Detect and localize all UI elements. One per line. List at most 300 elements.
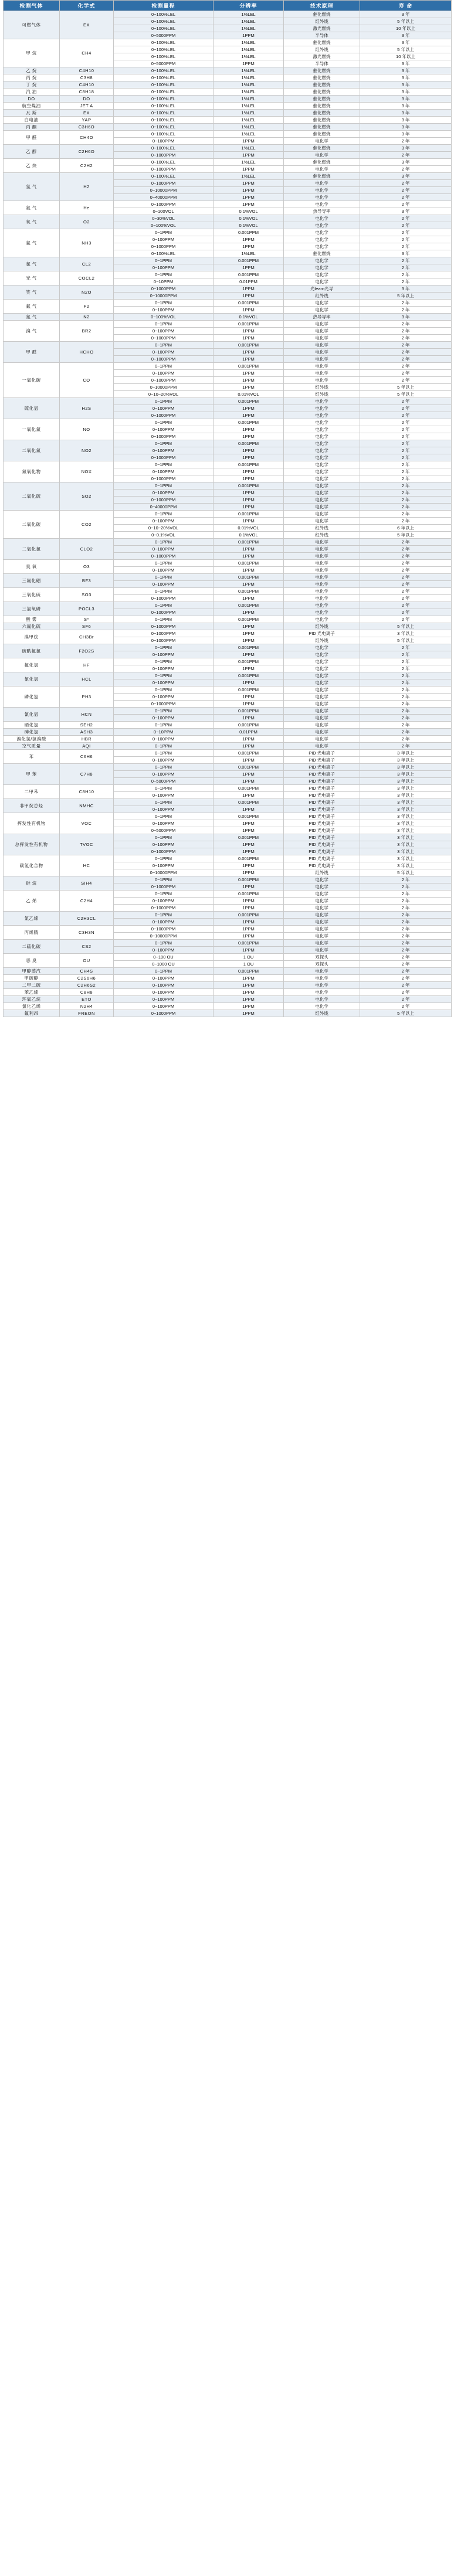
- lifetime-cell: 2 年: [360, 933, 452, 940]
- gas-name-cell: 二甲二硫: [4, 982, 60, 989]
- resolution-cell: 0.001PPM: [214, 419, 284, 426]
- lifetime-cell: 3 年: [360, 314, 452, 321]
- lifetime-cell: 2 年: [360, 989, 452, 996]
- technology-cell: 电化学: [284, 405, 360, 412]
- range-cell: 0~100%LEL: [114, 67, 214, 74]
- lifetime-cell: 2 年: [360, 518, 452, 525]
- technology-cell: 电化学: [284, 708, 360, 715]
- resolution-cell: 0.001PPM: [214, 813, 284, 820]
- technology-cell: 催化燃烧: [284, 124, 360, 131]
- resolution-cell: 1PPM: [214, 778, 284, 785]
- lifetime-cell: 2 年: [360, 694, 452, 701]
- gas-name-cell: 一氧化碳: [4, 363, 60, 398]
- technology-cell: 电化学: [284, 1003, 360, 1010]
- range-cell: 0~1PPM: [114, 968, 214, 975]
- range-cell: 0~1000PPM: [114, 166, 214, 173]
- range-cell: 0~1PPM: [114, 658, 214, 665]
- range-cell: 0~1PPM: [114, 229, 214, 236]
- range-cell: 0~100PPM: [114, 490, 214, 497]
- resolution-cell: 0.001PPM: [214, 876, 284, 883]
- range-cell: 0~100PPM: [114, 1003, 214, 1010]
- table-row: [4, 286, 452, 293]
- technology-cell: 催化燃烧: [284, 103, 360, 110]
- table-row: [4, 813, 452, 820]
- resolution-cell: 1PPM: [214, 757, 284, 764]
- formula-cell: SIH4: [60, 876, 114, 891]
- resolution-cell: 1%LEL: [214, 74, 284, 81]
- technology-cell: 红外线: [284, 384, 360, 391]
- range-cell: 0~1000PPM: [114, 701, 214, 708]
- technology-cell: 半导体: [284, 32, 360, 39]
- range-cell: 0~1PPM: [114, 672, 214, 679]
- resolution-cell: 0.001PPM: [214, 891, 284, 898]
- resolution-cell: 0.001PPM: [214, 764, 284, 771]
- table-row: [4, 215, 452, 222]
- formula-cell: C8H18: [60, 89, 114, 96]
- lifetime-cell: 2 年: [360, 961, 452, 968]
- range-cell: 0~100PPM: [114, 806, 214, 813]
- resolution-cell: 1PPM: [214, 862, 284, 869]
- range-cell: 0~1000PPM: [114, 630, 214, 637]
- resolution-cell: 1PPM: [214, 715, 284, 722]
- gas-name-cell: 氟化氢: [4, 658, 60, 672]
- header-resolution: 分辨率: [214, 1, 284, 11]
- table-row: [4, 672, 452, 679]
- header-range: 检测量程: [114, 1, 214, 11]
- lifetime-cell: 3 年以上: [360, 834, 452, 841]
- lifetime-cell: 3 年以上: [360, 827, 452, 834]
- formula-cell: C2H6O: [60, 145, 114, 159]
- range-cell: 0~1PPM: [114, 743, 214, 750]
- table-row: [4, 968, 452, 975]
- resolution-cell: 0.001PPM: [214, 588, 284, 595]
- resolution-cell: 1PPM: [214, 665, 284, 672]
- technology-cell: PID 光电离子: [284, 827, 360, 834]
- technology-cell: 电化学: [284, 743, 360, 750]
- resolution-cell: 0.001PPM: [214, 539, 284, 546]
- resolution-cell: 1PPM: [214, 60, 284, 67]
- range-cell: 0~100PPM: [114, 518, 214, 525]
- lifetime-cell: 2 年: [360, 595, 452, 602]
- technology-cell: 电化学: [284, 729, 360, 736]
- technology-cell: 电化学: [284, 412, 360, 419]
- technology-cell: 电化学: [284, 363, 360, 370]
- table-row: [4, 419, 452, 426]
- gas-name-cell: 硫化氢: [4, 398, 60, 419]
- range-cell: 0~100PPM: [114, 264, 214, 271]
- lifetime-cell: 3 年以上: [360, 757, 452, 764]
- technology-cell: 电化学: [284, 679, 360, 687]
- technology-cell: 电化学: [284, 687, 360, 694]
- range-cell: 0~30%VOL: [114, 215, 214, 222]
- formula-cell: HBR: [60, 736, 114, 743]
- range-cell: 0~100PPM: [114, 328, 214, 335]
- technology-cell: 热导导率: [284, 314, 360, 321]
- gas-name-cell: 氰化氢: [4, 708, 60, 722]
- technology-cell: 电化学: [284, 595, 360, 602]
- lifetime-cell: 10 年以上: [360, 25, 452, 32]
- range-cell: 0~1PPM: [114, 708, 214, 715]
- gas-name-cell: 总挥发性有机物: [4, 834, 60, 855]
- resolution-cell: 1PPM: [214, 651, 284, 658]
- range-cell: 0~100PPM: [114, 996, 214, 1003]
- lifetime-cell: 2 年: [360, 982, 452, 989]
- technology-cell: 红外线: [284, 18, 360, 25]
- technology-cell: 电化学: [284, 490, 360, 497]
- technology-cell: 催化燃烧: [284, 117, 360, 124]
- lifetime-cell: 3 年以上: [360, 785, 452, 792]
- resolution-cell: 0.001PPM: [214, 461, 284, 468]
- technology-cell: 电化学: [284, 511, 360, 518]
- technology-cell: 电化学: [284, 138, 360, 145]
- gas-name-cell: 碳氢化合物: [4, 855, 60, 876]
- resolution-cell: 0.001PPM: [214, 482, 284, 490]
- resolution-cell: 1PPM: [214, 982, 284, 989]
- formula-cell: C8H10: [60, 785, 114, 799]
- technology-cell: PID 光电离子: [284, 799, 360, 806]
- resolution-cell: 1PPM: [214, 975, 284, 982]
- lifetime-cell: 2 年: [360, 708, 452, 715]
- technology-cell: 电化学: [284, 546, 360, 553]
- resolution-cell: 1PPM: [214, 405, 284, 412]
- resolution-cell: 1PPM: [214, 919, 284, 926]
- lifetime-cell: 5 年以上: [360, 384, 452, 391]
- resolution-cell: 1%LEL: [214, 250, 284, 257]
- technology-cell: 电化学: [284, 701, 360, 708]
- lifetime-cell: 3 年以上: [360, 841, 452, 848]
- lifetime-cell: 2 年: [360, 433, 452, 440]
- table-row: [4, 314, 452, 321]
- range-cell: 0~1PPM: [114, 342, 214, 349]
- resolution-cell: 0.01PPM: [214, 278, 284, 286]
- resolution-cell: 0.001PPM: [214, 708, 284, 715]
- table-row: [4, 975, 452, 982]
- technology-cell: 电化学: [284, 560, 360, 567]
- lifetime-cell: 2 年: [360, 138, 452, 145]
- formula-cell: N2H4: [60, 1003, 114, 1010]
- range-cell: 0~100%LEL: [114, 89, 214, 96]
- resolution-cell: 0.001PPM: [214, 271, 284, 278]
- table-row: [4, 363, 452, 370]
- technology-cell: 电化学: [284, 257, 360, 264]
- gas-name-cell: 三氟化硼: [4, 574, 60, 588]
- technology-cell: 电化学: [284, 278, 360, 286]
- formula-cell: C3H3N: [60, 926, 114, 940]
- formula-cell: F2O2S: [60, 644, 114, 658]
- resolution-cell: 1PPM: [214, 1010, 284, 1017]
- technology-cell: PID 光电离子: [284, 757, 360, 764]
- lifetime-cell: 3 年: [360, 173, 452, 180]
- table-row: [4, 996, 452, 1003]
- lifetime-cell: 2 年: [360, 954, 452, 961]
- resolution-cell: 1%LEL: [214, 25, 284, 32]
- formula-cell: CH4S: [60, 968, 114, 975]
- technology-cell: PID 光电离子: [284, 841, 360, 848]
- formula-cell: SEH2: [60, 722, 114, 729]
- technology-cell: 电化学: [284, 236, 360, 243]
- formula-cell: S*: [60, 616, 114, 623]
- lifetime-cell: 2 年: [360, 539, 452, 546]
- table-row: [4, 96, 452, 103]
- technology-cell: 电化学: [284, 419, 360, 426]
- table-row: [4, 729, 452, 736]
- formula-cell: O2: [60, 215, 114, 229]
- technology-cell: 电化学: [284, 989, 360, 996]
- gas-name-cell: 六氟化硫: [4, 623, 60, 630]
- range-cell: 0~1PPM: [114, 876, 214, 883]
- resolution-cell: 0.001PPM: [214, 799, 284, 806]
- table-row: [4, 229, 452, 236]
- range-cell: 0~10PPM: [114, 729, 214, 736]
- range-cell: 0~100PPM: [114, 841, 214, 848]
- technology-cell: 电化学: [284, 609, 360, 616]
- table-row: [4, 764, 452, 771]
- technology-cell: 红外线: [284, 46, 360, 53]
- table-row: [4, 67, 452, 74]
- resolution-cell: 0.1%VOL: [214, 208, 284, 215]
- range-cell: 0~1000PPM: [114, 497, 214, 504]
- table-row: [4, 271, 452, 278]
- range-cell: 0~100PPM: [114, 567, 214, 574]
- resolution-cell: 0.1%VOL: [214, 532, 284, 539]
- formula-cell: C3H6O: [60, 124, 114, 131]
- gas-name-cell: 氮氧化物: [4, 461, 60, 482]
- formula-cell: TVOC: [60, 834, 114, 855]
- resolution-cell: 0.1%VOL: [214, 222, 284, 229]
- table-row: [4, 708, 452, 715]
- gas-name-cell: 硫酰氟氯: [4, 644, 60, 658]
- formula-cell: AQI: [60, 743, 114, 750]
- gas-name-cell: 一氧化氮: [4, 419, 60, 440]
- technology-cell: 双探头: [284, 954, 360, 961]
- technology-cell: 催化燃烧: [284, 131, 360, 138]
- gas-name-cell: 氦 气: [4, 201, 60, 215]
- lifetime-cell: 2 年: [360, 905, 452, 912]
- table-row: [4, 398, 452, 405]
- resolution-cell: 1%LEL: [214, 11, 284, 18]
- resolution-cell: 1PPM: [214, 447, 284, 454]
- technology-cell: 红外线: [284, 391, 360, 398]
- lifetime-cell: 5 年以上: [360, 18, 452, 25]
- resolution-cell: 1 OU: [214, 961, 284, 968]
- resolution-cell: 1PPM: [214, 356, 284, 363]
- technology-cell: 电化学: [284, 736, 360, 743]
- table-row: [4, 989, 452, 996]
- range-cell: 0~1PPM: [114, 855, 214, 862]
- range-cell: 0~100PPM: [114, 947, 214, 954]
- resolution-cell: 1PPM: [214, 567, 284, 574]
- range-cell: 0~1000PPM: [114, 637, 214, 644]
- gas-name-cell: 空气质量: [4, 743, 60, 750]
- lifetime-cell: 2 年: [360, 574, 452, 581]
- formula-cell: C6H6: [60, 750, 114, 764]
- range-cell: 0~1000PPM: [114, 623, 214, 630]
- technology-cell: 电化学: [284, 461, 360, 468]
- resolution-cell: 1%LEL: [214, 145, 284, 152]
- technology-cell: 电化学: [284, 398, 360, 405]
- lifetime-cell: 2 年: [360, 729, 452, 736]
- lifetime-cell: 3 年: [360, 131, 452, 138]
- formula-cell: SO2: [60, 482, 114, 511]
- formula-cell: N2O: [60, 286, 114, 300]
- formula-cell: CO: [60, 363, 114, 398]
- lifetime-cell: 3 年以上: [360, 778, 452, 785]
- range-cell: 0~1PPM: [114, 440, 214, 447]
- lifetime-cell: 2 年: [360, 257, 452, 264]
- table-row: [4, 74, 452, 81]
- resolution-cell: 1PPM: [214, 152, 284, 159]
- technology-cell: 电化学: [284, 883, 360, 891]
- resolution-cell: 1PPM: [214, 377, 284, 384]
- range-cell: 0~1000PPM: [114, 286, 214, 293]
- lifetime-cell: 2 年: [360, 215, 452, 222]
- range-cell: 0~100%VOL: [114, 314, 214, 321]
- lifetime-cell: 2 年: [360, 504, 452, 511]
- lifetime-cell: 2 年: [360, 180, 452, 187]
- resolution-cell: 1PPM: [214, 989, 284, 996]
- resolution-cell: 0.001PPM: [214, 363, 284, 370]
- range-cell: 0~1000PPM: [114, 595, 214, 602]
- resolution-cell: 1PPM: [214, 792, 284, 799]
- table-row: [4, 834, 452, 841]
- gas-name-cell: DO: [4, 96, 60, 103]
- lifetime-cell: 2 年: [360, 644, 452, 651]
- table-row: [4, 630, 452, 637]
- lifetime-cell: 2 年: [360, 546, 452, 553]
- table-row: [4, 342, 452, 349]
- table-row: [4, 954, 452, 961]
- lifetime-cell: 2 年: [360, 447, 452, 454]
- lifetime-cell: 2 年: [360, 736, 452, 743]
- technology-cell: 电化学: [284, 243, 360, 250]
- range-cell: 0~100PPM: [114, 546, 214, 553]
- technology-cell: 电化学: [284, 497, 360, 504]
- table-row: [4, 11, 452, 18]
- lifetime-cell: 3 年以上: [360, 820, 452, 827]
- range-cell: 0~100PPM: [114, 898, 214, 905]
- lifetime-cell: 3 年以上: [360, 799, 452, 806]
- resolution-cell: 1PPM: [214, 426, 284, 433]
- gas-name-cell: 乙 烯: [4, 891, 60, 912]
- resolution-cell: 1PPM: [214, 504, 284, 511]
- gas-name-cell: 二硫化碳: [4, 940, 60, 954]
- resolution-cell: 1%LEL: [214, 18, 284, 25]
- lifetime-cell: 2 年: [360, 187, 452, 194]
- resolution-cell: 1PPM: [214, 848, 284, 855]
- technology-cell: PID 光电离子: [284, 806, 360, 813]
- technology-cell: 电化学: [284, 370, 360, 377]
- range-cell: 0~100PPM: [114, 757, 214, 764]
- lifetime-cell: 2 年: [360, 658, 452, 665]
- technology-cell: 催化燃烧: [284, 11, 360, 18]
- lifetime-cell: 2 年: [360, 152, 452, 159]
- lifetime-cell: 3 年: [360, 74, 452, 81]
- resolution-cell: 1 OU: [214, 954, 284, 961]
- resolution-cell: 0.01%VOL: [214, 525, 284, 532]
- table-row: [4, 1010, 452, 1017]
- resolution-cell: 1PPM: [214, 490, 284, 497]
- table-row: [4, 440, 452, 447]
- range-cell: 0~1000PPM: [114, 201, 214, 208]
- range-cell: 0~100PPM: [114, 468, 214, 475]
- table-row: [4, 461, 452, 468]
- formula-cell: H2: [60, 173, 114, 201]
- table-row: [4, 482, 452, 490]
- lifetime-cell: 2 年: [360, 891, 452, 898]
- technology-cell: 电化学: [284, 933, 360, 940]
- lifetime-cell: 2 年: [360, 926, 452, 933]
- technology-cell: 红外线: [284, 532, 360, 539]
- resolution-cell: 1PPM: [214, 581, 284, 588]
- resolution-cell: 1PPM: [214, 827, 284, 834]
- header-technology: 技术原理: [284, 1, 360, 11]
- resolution-cell: 1PPM: [214, 905, 284, 912]
- range-cell: 0~100PPM: [114, 370, 214, 377]
- resolution-cell: 1%LEL: [214, 89, 284, 96]
- lifetime-cell: 2 年: [360, 968, 452, 975]
- range-cell: 0~100%LEL: [114, 110, 214, 117]
- technology-cell: 催化燃烧: [284, 110, 360, 117]
- range-cell: 0~1PPM: [114, 722, 214, 729]
- range-cell: 0~1PPM: [114, 398, 214, 405]
- technology-cell: 电化学: [284, 349, 360, 356]
- gas-detection-spec-sheet: [0, 0, 454, 1017]
- resolution-cell: 1PPM: [214, 166, 284, 173]
- lifetime-cell: 10 年以上: [360, 53, 452, 60]
- table-row: [4, 876, 452, 883]
- gas-name-cell: 氮 气: [4, 314, 60, 321]
- technology-cell: PID 光电离子: [284, 792, 360, 799]
- technology-cell: 双探头: [284, 961, 360, 968]
- range-cell: 0~1000PPM: [114, 905, 214, 912]
- range-cell: 0~100%LEL: [114, 39, 214, 46]
- lifetime-cell: 3 年: [360, 250, 452, 257]
- range-cell: 0~1PPM: [114, 539, 214, 546]
- range-cell: 0~100%LEL: [114, 173, 214, 180]
- gas-name-cell: 甲 烷: [4, 39, 60, 67]
- resolution-cell: 0.001PPM: [214, 602, 284, 609]
- formula-cell: EX: [60, 110, 114, 117]
- lifetime-cell: 2 年: [360, 567, 452, 574]
- table-row: [4, 687, 452, 694]
- table-row: [4, 722, 452, 729]
- gas-name-cell: 笑 气: [4, 286, 60, 300]
- range-cell: 0~100%LEL: [114, 46, 214, 53]
- technology-cell: 电化学: [284, 722, 360, 729]
- gas-name-cell: 恶 臭: [4, 954, 60, 968]
- table-row: [4, 785, 452, 792]
- range-cell: 0~1PPM: [114, 602, 214, 609]
- technology-cell: PID 光电离子: [284, 785, 360, 792]
- resolution-cell: 0.001PPM: [214, 560, 284, 567]
- formula-cell: EX: [60, 11, 114, 39]
- resolution-cell: 1%LEL: [214, 81, 284, 89]
- formula-cell: C3H8: [60, 74, 114, 81]
- lifetime-cell: 5 年以上: [360, 869, 452, 876]
- lifetime-cell: 2 年: [360, 405, 452, 412]
- gas-name-cell: 溴 气: [4, 321, 60, 342]
- table-row: [4, 257, 452, 264]
- resolution-cell: 1PPM: [214, 475, 284, 482]
- range-cell: 0~100%VOL: [114, 222, 214, 229]
- resolution-cell: 1PPM: [214, 694, 284, 701]
- range-cell: 0~100PPM: [114, 771, 214, 778]
- table-row: [4, 912, 452, 919]
- technology-cell: PID 光电离子: [284, 630, 360, 637]
- resolution-cell: 1PPM: [214, 433, 284, 440]
- lifetime-cell: 3 年以上: [360, 806, 452, 813]
- technology-cell: 电化学: [284, 968, 360, 975]
